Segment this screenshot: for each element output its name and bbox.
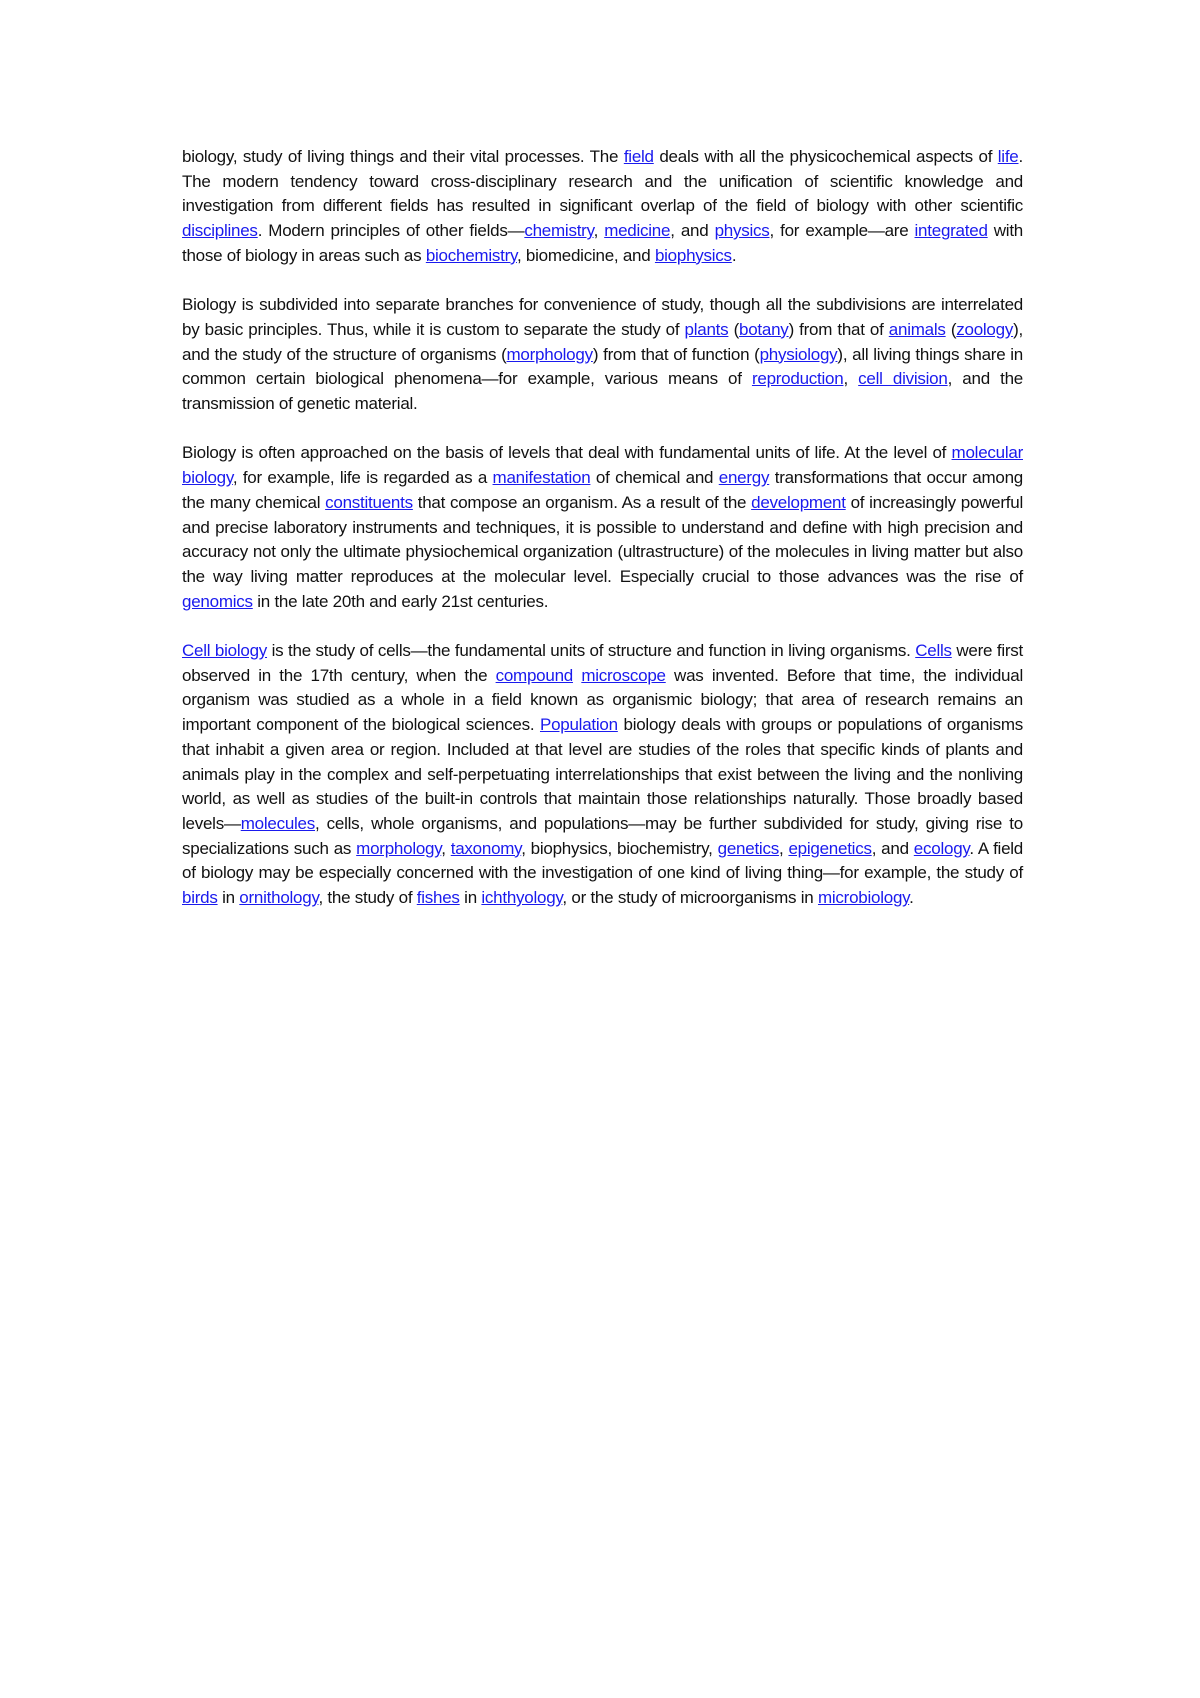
link-zoology[interactable]: zoology xyxy=(956,319,1014,339)
text-run: was invented. Before that time, the individual organism was studied as a whole in a field known as organismic biology; that area of research remains an important component of the biological sciences. xyxy=(182,665,1023,735)
text-run: biology deals with groups or populations of organisms that inhabit a given area or region. Included at that level are studies of the roles that specific kinds of plants and animals play in the complex and self-perpetuating interrelationships that exist between the living and the nonliving world, as well as studies of the built-in controls that maintain those relationships naturally. Those broadly based levels— xyxy=(182,715,1023,833)
text-run: , xyxy=(441,838,451,858)
text-run: Biology is subdivided into separate branches for convenience of study, though all the subdivisions are interrelated by basic principles. Thus, while it is custom to separate the study of xyxy=(182,295,1023,339)
link-molecular-biology[interactable]: molecular biology xyxy=(182,443,1023,488)
link-constituents[interactable]: constituents xyxy=(325,492,413,512)
text-run: is the study of cells—the fundamental units of structure and function in living organisms. xyxy=(267,641,916,661)
text-run: of chemical and xyxy=(590,468,719,488)
text-run: ) from that of function ( xyxy=(592,344,760,364)
text-run: , cells, whole organisms, and populations—may be further subdivided for study, giving rise to specializations such as xyxy=(182,813,1023,858)
link-birds[interactable]: birds xyxy=(182,888,218,908)
link-cells[interactable]: Cells xyxy=(915,641,952,661)
text-run: . xyxy=(731,245,737,265)
document-page xyxy=(182,145,1023,935)
link-energy[interactable]: energy xyxy=(718,468,770,488)
link-botany[interactable]: botany xyxy=(739,319,789,339)
text-run: . A field of biology may be especially concerned with the investigation of one kind of living thing—for example, the study of xyxy=(182,838,1024,883)
text-run: , or the study of microorganisms in xyxy=(562,888,818,908)
text-run: in the late 20th and early 21st centuries. xyxy=(252,591,549,611)
link-ecology[interactable]: ecology xyxy=(913,838,970,858)
link-compound[interactable]: compound xyxy=(495,665,573,685)
text-run: ( xyxy=(945,319,957,339)
link-molecules[interactable]: molecules xyxy=(240,813,316,833)
text-run: , for example, life is regarded as a xyxy=(232,468,493,488)
link-cell-biology[interactable]: Cell biology xyxy=(182,641,268,661)
paragraph-cell-biology xyxy=(182,639,1023,911)
link-microbiology[interactable]: microbiology xyxy=(817,888,910,908)
text-run: , and xyxy=(871,838,914,858)
text-run: , biomedicine, and xyxy=(516,245,655,265)
link-genetics[interactable]: genetics xyxy=(717,838,779,858)
text-run: . Modern principles of other fields— xyxy=(257,221,525,241)
link-disciplines[interactable]: disciplines xyxy=(182,221,258,241)
link-biophysics[interactable]: biophysics xyxy=(654,245,732,265)
text-run: in xyxy=(459,888,482,908)
text-run: deals with all the physicochemical aspects of xyxy=(653,147,998,166)
text-run: ( xyxy=(728,319,740,339)
link-cell-division[interactable]: cell division xyxy=(858,369,948,389)
text-run: with those of biology in areas such as xyxy=(182,221,1024,265)
text-run: , the study of xyxy=(318,888,417,908)
link-plants[interactable]: plants xyxy=(684,319,729,339)
link-morphology[interactable]: morphology xyxy=(506,344,593,364)
paragraph-biology-definition xyxy=(182,145,1023,269)
text-run: Biology is often approached on the basis of levels that deal with fundamental units of life. At the level of xyxy=(182,443,952,463)
link-fishes[interactable]: fishes xyxy=(416,888,460,908)
link-taxonomy[interactable]: taxonomy xyxy=(450,838,522,858)
link-medicine[interactable]: medicine xyxy=(604,221,671,241)
link-biochemistry[interactable]: biochemistry xyxy=(425,245,517,265)
link-integrated[interactable]: integrated xyxy=(914,221,988,241)
link-microscope[interactable]: microscope xyxy=(581,665,666,685)
text-run: ) from that of xyxy=(788,319,889,339)
text-run: ), and the study of the structure of organisms ( xyxy=(182,319,1023,364)
link-physiology[interactable]: physiology xyxy=(759,344,838,364)
link-physics[interactable]: physics xyxy=(714,221,770,241)
text-run: , and the transmission of genetic material. xyxy=(182,369,1023,414)
text-run: , biophysics, biochemistry, xyxy=(521,838,718,858)
text-run: that compose an organism. As a result of the xyxy=(412,492,752,512)
text-run: , xyxy=(843,369,859,389)
link-ornithology[interactable]: ornithology xyxy=(239,888,319,908)
text-run: transformations that occur among the many chemical xyxy=(182,468,1023,512)
link-epigenetics[interactable]: epigenetics xyxy=(788,838,872,858)
paragraph-subdivisions xyxy=(182,293,1023,417)
link-population[interactable]: Population xyxy=(539,715,618,735)
text-run: of increasingly powerful and precise laboratory instruments and techniques, it is possible to understand and define with high precision and accuracy not only the ultimate physiochemical organization (ultrastructure) of the molecules in living matter but also the way living matter reproduces at the molecular level. Especially crucial to those advances was the rise of xyxy=(182,492,1023,586)
text-run: , and xyxy=(670,221,715,241)
text-run: , xyxy=(778,838,789,858)
text-run: . xyxy=(909,888,914,908)
link-field[interactable]: field xyxy=(623,147,654,166)
link-development[interactable]: development xyxy=(751,492,846,512)
text-run: were first observed in the 17th century, when the xyxy=(182,641,1023,685)
text-run: ), all living things share in common certain biological phenomena—for example, various means of xyxy=(182,344,1023,389)
link-reproduction[interactable]: reproduction xyxy=(751,369,844,389)
text-run: , for example—are xyxy=(769,221,915,241)
link-manifestation[interactable]: manifestation xyxy=(492,468,591,488)
paragraph-levels xyxy=(182,441,1023,614)
text-run: , xyxy=(593,221,605,241)
text-run: . The modern tendency toward cross-disciplinary research and the unification of scientific knowledge and investigation from different fields has resulted in significant overlap of the field of biology with other scientific xyxy=(182,147,1023,216)
text-run: biology, study of living things and their vital processes. The xyxy=(182,147,624,166)
link-life[interactable]: life xyxy=(997,147,1019,166)
link-animals[interactable]: animals xyxy=(888,319,946,339)
link-morphology[interactable]: morphology xyxy=(356,838,442,858)
link-ichthyology[interactable]: ichthyology xyxy=(481,888,563,908)
text-run: in xyxy=(217,888,240,908)
link-chemistry[interactable]: chemistry xyxy=(524,221,594,241)
link-genomics[interactable]: genomics xyxy=(182,591,253,611)
